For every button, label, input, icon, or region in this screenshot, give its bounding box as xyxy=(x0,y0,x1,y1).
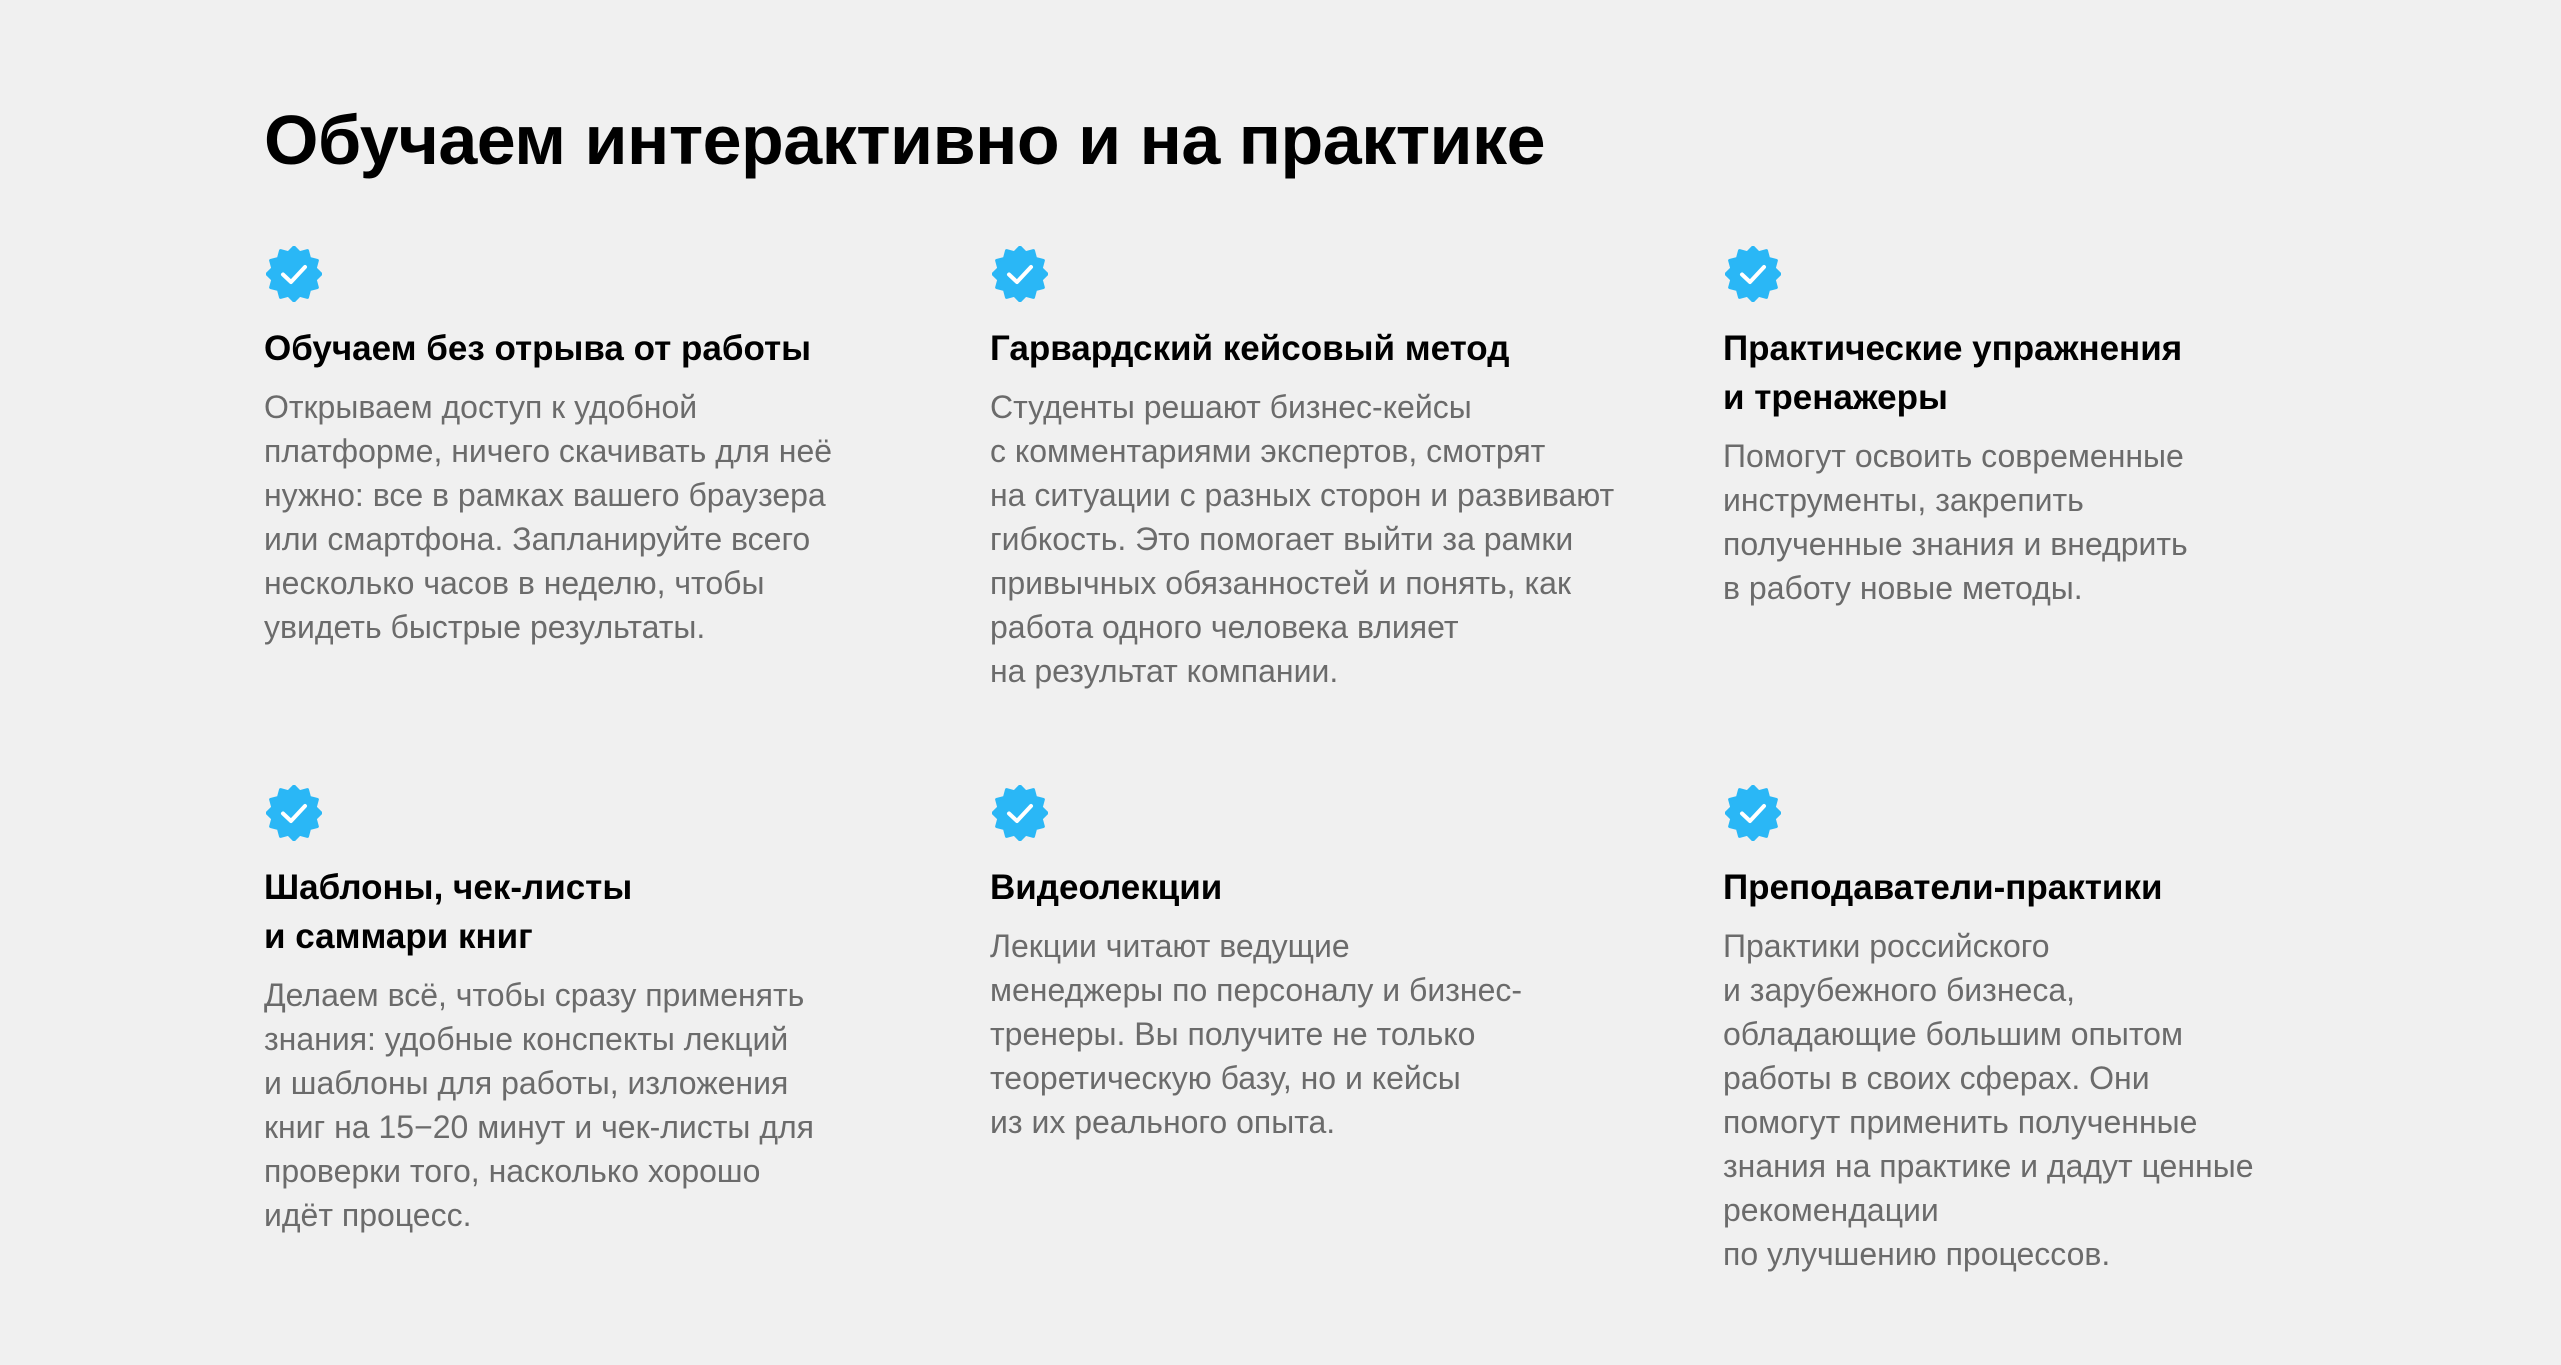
feature-card-harvard xyxy=(990,246,1723,785)
feature-description: Студенты решают бизнес-кейсы с комментариями экспертов, смотрят на ситуации с разных сторон и развивают гибкость. Это помогает выйти за рамки привычных обязанностей и понять, как работа одного человека влияет на результат компании. xyxy=(990,389,1615,689)
feature-title: Преподаватели-практики xyxy=(1723,868,2163,907)
badge-seal-shape xyxy=(267,786,321,840)
verified-check-badge-icon xyxy=(992,785,1048,841)
feature-title: Гарвардский кейсовый метод xyxy=(990,329,1510,368)
feature-description: Лекции читают ведущие менеджеры по персоналу и бизнес- тренеры. Вы получите не только теоретическую базу, но и кейсы из их реального опыта. xyxy=(990,928,1523,1140)
verified-check-badge-icon xyxy=(1725,785,1781,841)
badge-seal-shape xyxy=(267,247,321,301)
feature-description: Помогут освоить современные инструменты, закрепить полученные знания и внедрить в работу новые методы. xyxy=(1723,438,2188,606)
feature-card-work xyxy=(264,246,990,785)
page-title: Обучаем интерактивно и на практике xyxy=(264,101,1546,179)
badge-seal-shape xyxy=(993,247,1047,301)
feature-description: Делаем всё, чтобы сразу применять знания: удобные конспекты лекций и шаблоны для работы, изложения книг на 15−20 минут и чек-листы для проверки того, насколько хорошо идёт процесс. xyxy=(264,977,814,1233)
verified-check-badge-icon xyxy=(992,246,1048,302)
verified-check-badge-icon xyxy=(266,246,322,302)
badge-seal-shape xyxy=(993,786,1047,840)
badge-seal-shape xyxy=(1726,786,1780,840)
feature-title: Практические упражнения и тренажеры xyxy=(1723,329,2183,417)
feature-card-video xyxy=(990,785,1723,1305)
feature-title: Шаблоны, чек-листы и саммари книг xyxy=(264,868,633,956)
feature-card-exercises xyxy=(1723,246,2363,785)
verified-check-badge-icon xyxy=(1725,246,1781,302)
features-section xyxy=(264,0,2364,1365)
feature-title: Видеолекции xyxy=(990,868,1223,907)
badge-seal-shape xyxy=(1726,247,1780,301)
verified-check-badge-icon xyxy=(266,785,322,841)
feature-description: Практики российского и зарубежного бизнеса, обладающие большим опытом работы в своих сферах. Они помогут применить полученные знания на практике и дадут ценные рекомендации по улучшению процессов. xyxy=(1723,928,2254,1272)
feature-card-templates xyxy=(264,785,990,1305)
feature-card-teachers xyxy=(1723,785,2363,1305)
feature-description: Открываем доступ к удобной платформе, ничего скачивать для неё нужно: все в рамках вашего браузера или смартфона. Запланируйте всего несколько часов в неделю, чтобы увидеть быстрые результаты. xyxy=(264,389,833,645)
features-grid xyxy=(264,246,2363,1305)
feature-title: Обучаем без отрыва от работы xyxy=(264,329,811,368)
